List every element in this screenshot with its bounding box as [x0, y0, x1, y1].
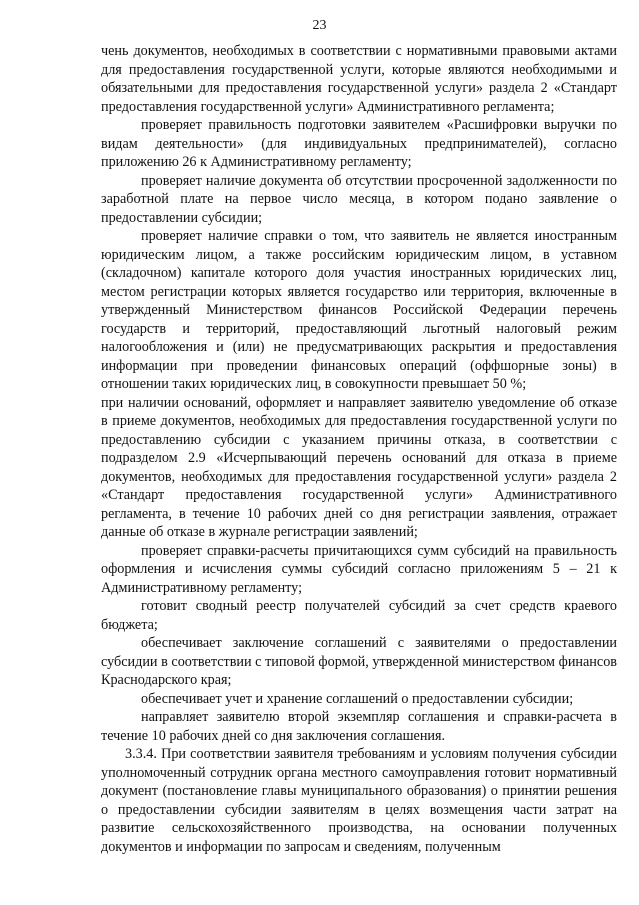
- page-number: 23: [312, 18, 327, 33]
- paragraph-foreign-entity-check: проверяет наличие справки о том, что заявитель не является иностранным юридическим лицом, а также российским юридическим лицом, в уставном (складочном) капитале которого доля участия иностранных юридических лиц, местом регистрации которых является государство или территория, включенные в утвержденный Министерством финансов Российской Федерации перечень государств и территорий, предоставляющий льготный налоговый режим налогообложения и (или) не предусматривающих раскрытия и предоставления информации при проведении финансовых операций (оффшорные зоны) в отношении таких юридических лиц, в совокупности превышает 50 %;: [101, 228, 617, 392]
- paragraph-agreement-copy: направляет заявителю второй экземпляр соглашения и справки-расчета в течение 10 рабочих дней со дня заключения соглашения.: [101, 709, 617, 744]
- paragraph-wage-arrears-check: проверяет наличие документа об отсутствии просроченной задолженности по заработной плате на первое число месяца, в котором подано заявление о предоставлении субсидии;: [101, 172, 617, 226]
- paragraph-agreement-storage: обеспечивает учет и хранение соглашений о предоставлении субсидии;: [141, 690, 574, 707]
- paragraph-document-list-continuation: чень документов, необходимых в соответствии с нормативными правовыми актами для предоставления государственной услуги, которые являются необходимыми и обязательными для предоставления государственной услуги» раздела 2 «Стандарт предоставления государственной услуги» Административного регламента;: [101, 43, 617, 115]
- paragraph-revenue-breakdown-check: проверяет правильность подготовки заявителем «Расшифровки выручки по видам деятельности» (для индивидуальных предпринимателей), согласно приложению 26 к Административному регламенту;: [101, 117, 617, 170]
- paragraph-recipient-registry: готовит сводный реестр получателей субсидий за счет средств краевого бюджета;: [101, 598, 617, 633]
- document-body: [101, 42, 617, 856]
- paragraph-calculation-check: проверяет справки-расчеты причитающихся сумм субсидий на правильность оформления и исчисления суммы субсидий согласно приложениям 5 – 21 к Административному регламенту;: [101, 542, 617, 596]
- paragraph-refusal-notice: при наличии оснований, оформляет и направляет заявителю уведомление об отказе в приеме документов, необходимых для предоставления государственной услуги по предоставлению субсидии с указанием причины отказа, в соответствии с подразделом 2.9 «Исчерпывающий перечень оснований для отказа в приеме документов, необходимых для предоставления государственной услуги» раздела 2 «Стандарт предоставления государственной услуги» Административного регламента, в течение 10 рабочих дней со дня регистрации заявления, отражает данные об отказе в журнале регистрации заявлений;: [101, 394, 617, 540]
- paragraph-section-3-3-4: 3.3.4. При соответствии заявителя требованиям и условиям получения субсидии уполномоченный сотрудник органа местного самоуправления готовит нормативный документ (постановление главы муниципального образования) о принятии решения о предоставлении субсидии заявителям в целях возмещения части затрат на развитие сельскохозяйственного производства, на основании полученных документов и информации по запросам и сведениям, полученным: [101, 746, 617, 855]
- paragraph-agreement-conclusion: обеспечивает заключение соглашений с заявителями о предоставлении субсидии в соответствии с типовой формой, утвержденной министерством финансов Краснодарского края;: [101, 635, 617, 688]
